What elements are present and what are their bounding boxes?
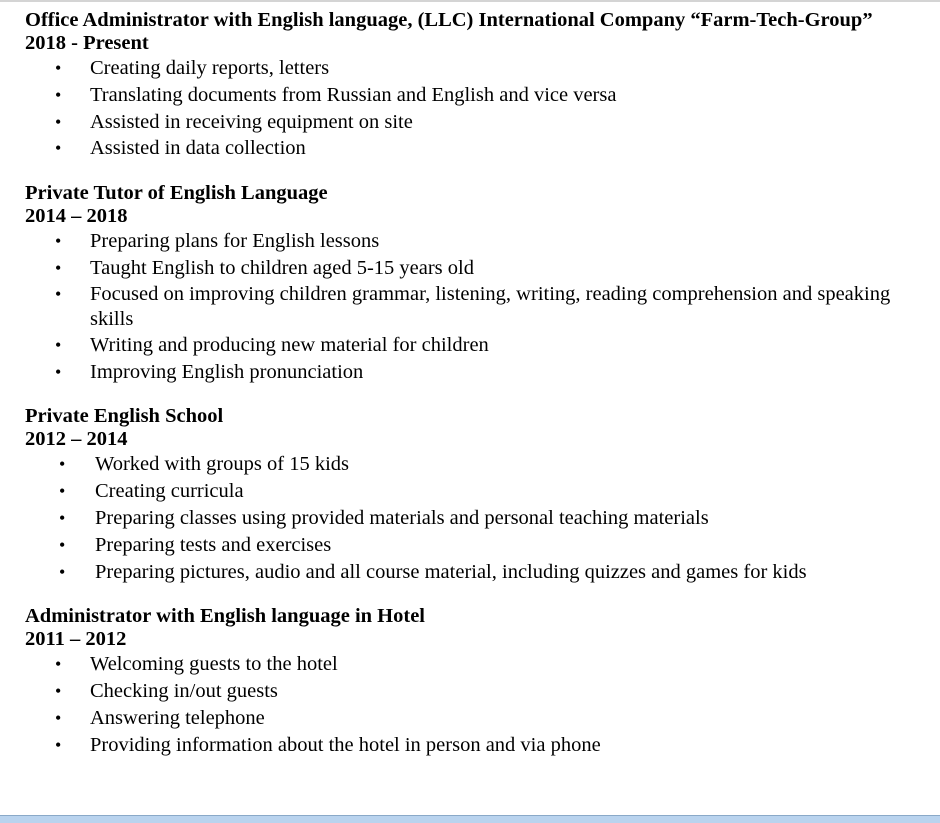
job-entry-hotel-administrator — [25, 605, 905, 758]
duty-item — [25, 678, 905, 705]
bullet-icon: • — [55, 84, 62, 105]
duty-item — [25, 282, 905, 332]
duty-item — [25, 705, 905, 732]
duties-list — [25, 451, 905, 585]
bullet-icon: • — [55, 58, 62, 78]
job-title: Office Administrator with English language, (LLC) International Company “Farm-Tech-Group” — [25, 9, 873, 31]
duty-item — [25, 109, 905, 136]
job-dates: 2018 - Present — [25, 32, 149, 54]
duties-list — [25, 228, 905, 385]
duty-text: Welcoming guests to the hotel — [90, 653, 338, 676]
duty-text: Providing information about the hotel in person and via phone — [90, 733, 601, 756]
duty-item — [25, 505, 905, 532]
duty-text: Focused on improving children grammar, listening, writing, reading comprehension and speaking skills — [90, 282, 891, 330]
duty-text: Translating documents from Russian and English and vice versa — [90, 83, 617, 106]
duty-text: Preparing classes using provided materials and personal teaching materials — [95, 506, 709, 529]
job-dates: 2014 – 2018 — [25, 205, 128, 228]
duty-text: Preparing tests and exercises — [95, 533, 332, 556]
duty-text: Checking in/out guests — [90, 680, 278, 703]
duty-text: Answering telephone — [90, 706, 265, 729]
bullet-icon: • — [55, 654, 62, 675]
duty-text: Writing and producing new material for children — [90, 333, 489, 356]
duty-text: Assisted in data collection — [90, 137, 306, 160]
bullet-icon: • — [55, 257, 62, 278]
duty-text: Improving English pronunciation — [90, 360, 364, 383]
duty-item — [25, 332, 905, 359]
duty-text: Creating curricula — [95, 480, 244, 503]
duty-item — [25, 135, 905, 162]
bullet-icon: • — [55, 283, 62, 304]
bullet-icon: • — [55, 334, 62, 355]
bullet-icon: • — [55, 361, 62, 382]
job-title: Private Tutor of English Language — [25, 182, 328, 205]
duties-list — [25, 651, 905, 758]
job-title: Administrator with English language in Hotel — [25, 605, 425, 628]
duty-item — [25, 451, 905, 478]
duty-text: Taught English to children aged 5-15 years old — [90, 256, 474, 279]
duty-item — [25, 255, 905, 282]
duty-item — [25, 532, 905, 559]
job-entry-office-administrator — [25, 9, 905, 162]
duty-item — [25, 732, 905, 759]
bullet-icon: • — [59, 534, 66, 555]
job-dates: 2011 – 2012 — [25, 628, 127, 651]
bullet-icon: • — [55, 681, 62, 702]
bullet-icon: • — [55, 707, 62, 728]
bullet-icon: • — [55, 231, 62, 252]
duties-list — [25, 55, 905, 162]
bullet-icon: • — [55, 138, 62, 159]
duty-item — [25, 359, 905, 386]
duty-text: Preparing plans for English lessons — [90, 230, 380, 253]
duty-item — [25, 82, 905, 109]
duty-item — [25, 228, 905, 255]
duty-text: Assisted in receiving equipment on site — [90, 110, 413, 133]
bullet-icon: • — [55, 111, 62, 132]
top-border — [0, 0, 940, 2]
duty-item — [25, 559, 905, 586]
job-title: Private English School — [25, 405, 224, 428]
bullet-icon: • — [55, 734, 62, 755]
job-entry-private-english-school — [25, 405, 905, 585]
duty-text: Preparing pictures, audio and all course material, including quizzes and games for kids — [95, 560, 807, 583]
bullet-icon: • — [59, 507, 66, 528]
bullet-icon: • — [59, 454, 66, 475]
bullet-icon: • — [59, 481, 66, 502]
duty-text: Creating daily reports, letters — [90, 57, 330, 79]
duty-item — [25, 55, 905, 82]
job-entry-private-tutor — [25, 182, 905, 385]
document-page — [25, 9, 905, 779]
job-dates: 2012 – 2014 — [25, 428, 128, 451]
duty-item — [25, 478, 905, 505]
duty-text: Worked with groups of 15 kids — [95, 453, 350, 476]
duty-item — [25, 651, 905, 678]
bullet-icon: • — [59, 561, 66, 582]
